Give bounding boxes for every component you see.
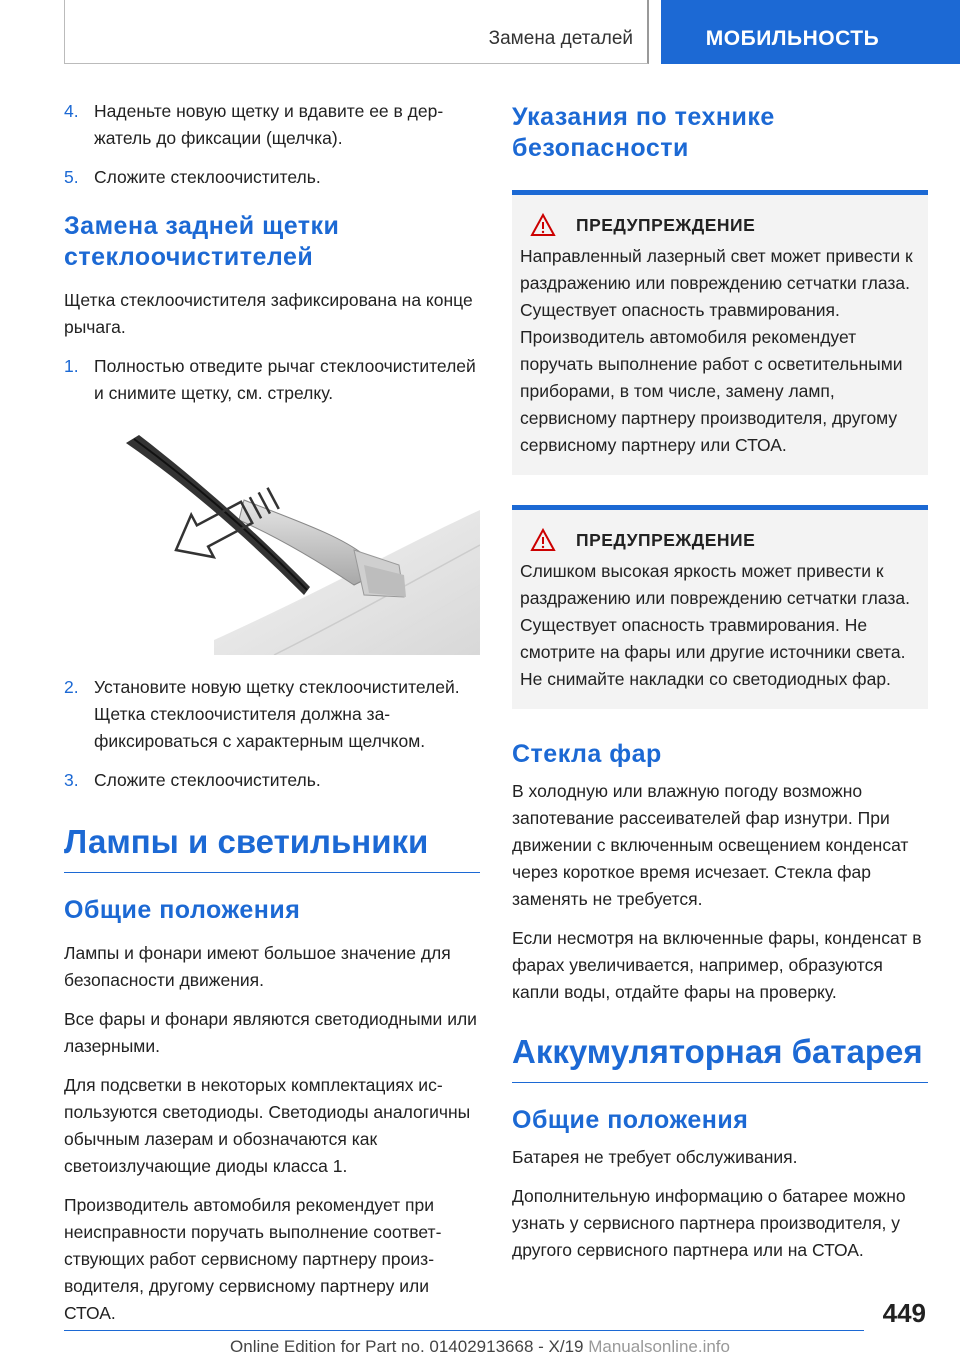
- header-section-title: Замена деталей: [488, 28, 633, 49]
- footer-watermark: Manualsonline.info: [588, 1337, 730, 1356]
- left-column: [64, 98, 480, 1339]
- step-number: 3.: [64, 770, 79, 790]
- footer-divider: [64, 1330, 864, 1331]
- body-paragraph: Все фары и фонари являются светодиодными или лазерными.: [64, 1009, 477, 1056]
- warning-label: ПРЕДУПРЕЖДЕНИЕ: [576, 529, 756, 550]
- step-text: Полностью отведите рычаг стеклоочистителей и снимите щетку, см. стрелку.: [94, 356, 476, 403]
- headlight-glass-heading: Стекла фар: [512, 740, 662, 768]
- warning-text: Направленный лазерный свет может привести к раздражению или повреждению сетчатки глаза. Существует опасность травмирования. Производитель автомобиля рекомендует поручать выполнение работ с осветительными приборами, в том числе, замену ламп, сервисному партнеру производителя, другому сервисному партнеру или СТОА.: [520, 246, 913, 455]
- step-text: Установите новую щетку стеклоочистителей. Щетка стеклоочистителя должна зафиксироваться с характерным щелчком.: [94, 677, 460, 751]
- body-paragraph: В холодную или влажную погоду возможно запотевание рассеивателей фар изнутри. При движении с включенным освещением конденсат через короткое время исчезает. Стекла фар заменять не требуется.: [512, 781, 909, 909]
- warning-box: [512, 190, 928, 475]
- warning-text: Слишком высокая яркость может привести к раздражению или повреждению сетчатки глаза. Существует опасность травмирования. Не смотрите на фары или другие источники света. Не снимайте накладки со светодиодных фар.: [520, 561, 910, 689]
- step-text: Сложите стеклоочиститель.: [94, 770, 321, 790]
- body-paragraph: Лампы и фонари имеют большое значение для безопасности движения.: [64, 943, 451, 990]
- step-text: Наденьте новую щетку и вдавите ее в держатель до фиксации (щелчка).: [94, 101, 444, 148]
- warning-label: ПРЕДУПРЕЖДЕНИЕ: [576, 214, 756, 235]
- body-paragraph: Для подсветки в некоторых комплектациях используются светодиоды. Светодиоды аналогичны обычным лазерам и обозначаются как светоизлучающие диоды класса 1.: [64, 1075, 471, 1176]
- lamps-heading: Лампы и светильники: [64, 822, 480, 873]
- body-paragraph: Если несмотря на включенные фары, конденсат в фарах увеличивается, например, образуются капли воды, отдайте фары на проверку.: [512, 928, 922, 1002]
- battery-general-heading: Общие положения: [512, 1106, 749, 1134]
- warning-triangle-icon: [530, 528, 556, 552]
- step-item: [64, 98, 480, 152]
- step-number: 4.: [64, 101, 79, 121]
- header-chapter-tab[interactable]: [661, 0, 960, 64]
- page-number: 449: [882, 1298, 926, 1328]
- body-paragraph: Производитель автомобиля рекомендует при неисправности поручать выполнение соответствующих работ сервисному партнеру производителя, другому сервисному партнеру или СТОА.: [64, 1195, 442, 1323]
- step-number: 2.: [64, 677, 79, 697]
- battery-heading: Аккумуляторная батарея: [512, 1032, 928, 1083]
- body-paragraph: Дополнительную информацию о батарее можно узнать у сервисного партнера производителя, у другого сервисного партнера или на СТОА.: [512, 1186, 906, 1260]
- footer: [0, 1337, 960, 1357]
- rear-wiper-heading: Замена задней щетки стеклоочистителей: [64, 212, 340, 271]
- rear-wiper-intro: Щетка стеклоочистителя зафиксирована на конце рычага.: [64, 290, 473, 337]
- right-column: [512, 102, 928, 1276]
- step-item: [64, 674, 480, 755]
- car-body-shape: [214, 510, 480, 655]
- body-paragraph: Батарея не требует обслуживания.: [512, 1147, 798, 1167]
- step-item: [64, 353, 480, 407]
- header-chapter-title: МОБИЛЬНОСТЬ: [705, 27, 880, 50]
- safety-heading: Указания по технике безопасности: [512, 103, 775, 162]
- header-section-box: [64, 0, 649, 64]
- step-item: [64, 164, 480, 191]
- step-text: Сложите стеклоочиститель.: [94, 167, 321, 187]
- wiper-removal-illustration: [64, 425, 480, 655]
- step-number: 5.: [64, 167, 79, 187]
- warning-triangle-icon: [530, 213, 556, 237]
- step-number: 1.: [64, 356, 79, 376]
- footer-edition: Online Edition for Part no. 01402913668 - X/19: [230, 1337, 584, 1356]
- lamps-general-heading: Общие положения: [64, 896, 301, 924]
- warning-box: [512, 505, 928, 709]
- step-item: [64, 767, 480, 794]
